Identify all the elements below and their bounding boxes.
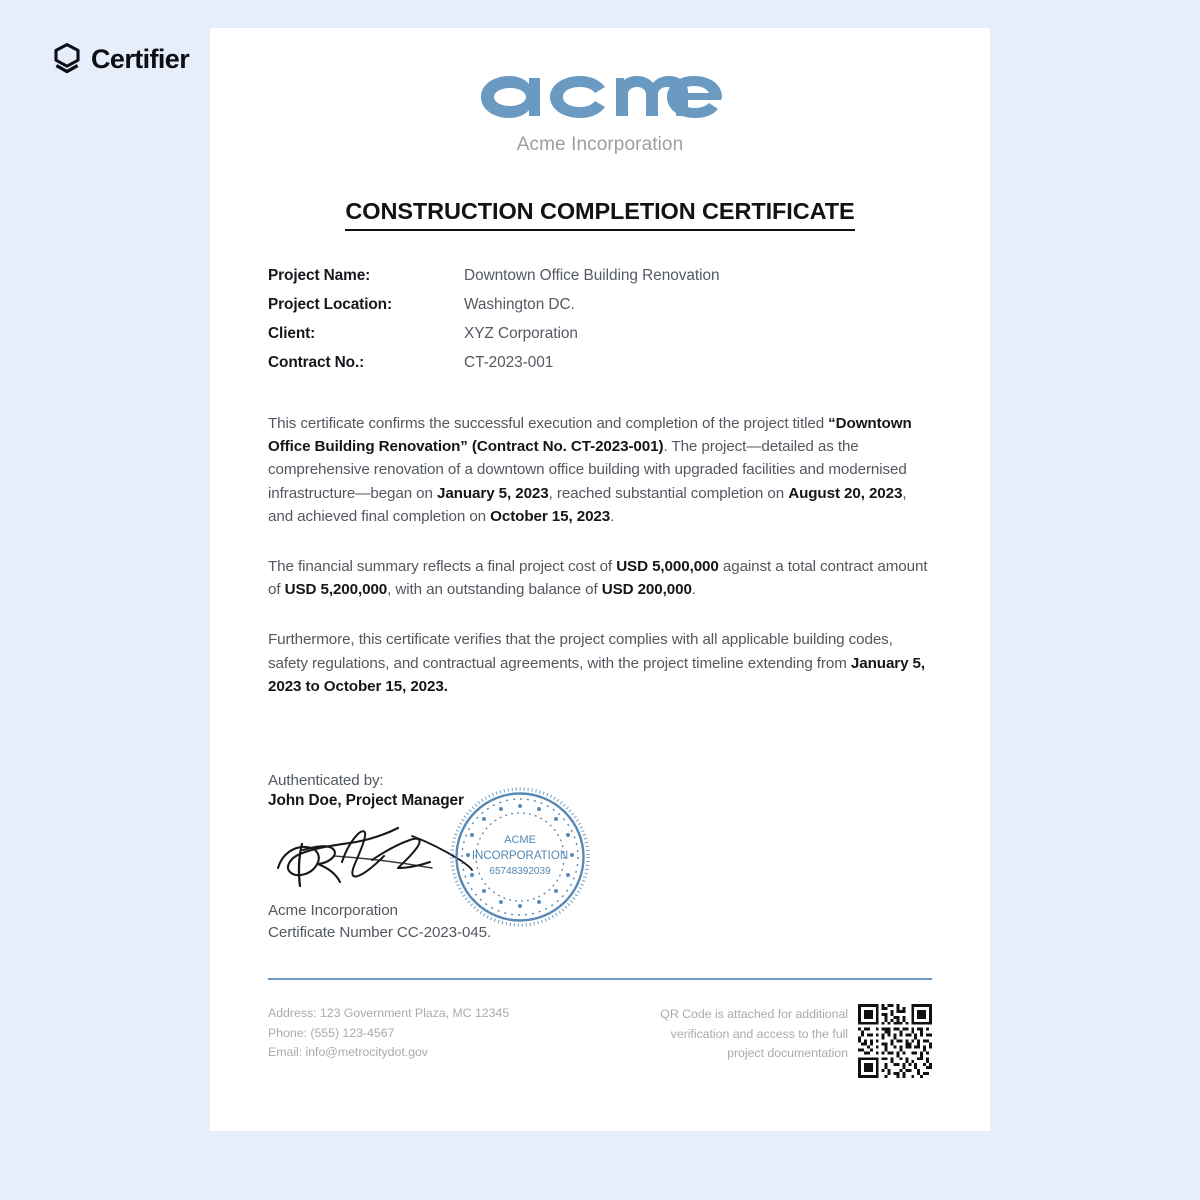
detail-value: XYZ Corporation <box>464 325 578 342</box>
text-run-bold: “Downtown Office Building Renovation” (Contract No. CT-2023-001) <box>268 415 912 456</box>
text-run-bold: August 20, 2023 <box>788 484 903 502</box>
certificate-body <box>210 267 990 950</box>
detail-value: Washington DC. <box>464 296 575 313</box>
qr-code-image <box>858 1004 932 1078</box>
text-run-bold: January 5, 2023 <box>436 484 549 502</box>
signer-name: John Doe, Project Manager <box>268 792 464 810</box>
certifier-brand-logo <box>52 42 189 76</box>
stamp-line-1: ACME <box>504 834 536 847</box>
qr-section <box>643 1004 932 1078</box>
shield-chevron-icon <box>52 42 82 76</box>
detail-row-client <box>268 325 932 343</box>
contact-phone: Phone: (555) 123-4567 <box>268 1025 395 1040</box>
text-run: . <box>610 507 615 525</box>
detail-row-project-location <box>268 296 932 314</box>
stamp-number: 65748392039 <box>489 866 551 878</box>
certificate-title <box>210 198 990 225</box>
paragraph-compliance <box>268 628 932 698</box>
signature-footer <box>268 900 491 943</box>
text-run: , with an outstanding balance of <box>387 581 602 599</box>
text-run: . The project—detailed as the comprehensive renovation of a downtown office building with upgraded facilities and modernised infrastructure—began on <box>268 438 907 502</box>
text-run: against a total contract amount of <box>268 558 928 599</box>
certifier-wordmark: Certifier <box>91 43 190 74</box>
detail-label: Project Location: <box>268 296 393 313</box>
detail-value: CT-2023-001 <box>464 354 554 371</box>
stamp-line-2: INCORPORATION <box>471 850 569 863</box>
contact-address: Address: 123 Government Plaza, MC 12345 <box>268 1006 510 1021</box>
signing-org: Acme Incorporation <box>268 902 398 920</box>
contact-email: Email: info@metrocitydot.gov <box>268 1045 428 1060</box>
detail-value: Downtown Office Building Renovation <box>464 267 720 284</box>
text-run-bold: October 15, 2023 <box>490 507 611 525</box>
text-run-bold: USD 5,200,000 <box>284 581 388 599</box>
detail-label: Contract No.: <box>268 354 365 371</box>
text-run: . <box>691 581 696 599</box>
detail-label: Project Name: <box>268 267 371 284</box>
authentication-block <box>268 772 932 950</box>
project-details-list <box>268 267 932 372</box>
text-run: Furthermore, this certificate verifies that the project complies with all applicable building codes, safety regulations, and contractual agreements, with the project timeline extending from <box>268 631 893 672</box>
certificate-footer <box>210 980 990 1078</box>
acme-logo <box>476 66 724 128</box>
detail-row-project-name <box>268 267 932 285</box>
qr-note-text: QR Code is attached for additional verification and access to the full project documentation <box>660 1007 848 1061</box>
text-run: , reached substantial completion on <box>548 484 789 502</box>
issuer-logo-block <box>210 28 990 156</box>
text-run: The financial summary reflects a final project cost of <box>268 558 617 576</box>
detail-label: Client: <box>268 325 316 342</box>
contact-info <box>268 1004 509 1063</box>
issuer-name: Acme Incorporation <box>516 134 684 155</box>
text-run: , and achieved final completion on <box>268 484 907 525</box>
text-run-bold: USD 200,000 <box>601 581 692 599</box>
detail-row-contract-no <box>268 354 932 372</box>
paragraph-project-summary <box>268 412 932 528</box>
text-run-bold: January 5, 2023 to October 15, 2023. <box>268 654 926 695</box>
authenticated-by-label: Authenticated by: <box>268 772 384 790</box>
paragraph-financial-summary <box>268 555 932 601</box>
certificate-document <box>210 28 990 1131</box>
text-run-bold: USD 5,000,000 <box>616 558 719 576</box>
certificate-title-text: CONSTRUCTION COMPLETION CERTIFICATE <box>345 198 854 231</box>
text-run: This certificate confirms the successful execution and completion of the project titled <box>268 415 829 432</box>
certificate-number: Certificate Number CC-2023-045. <box>268 923 492 941</box>
